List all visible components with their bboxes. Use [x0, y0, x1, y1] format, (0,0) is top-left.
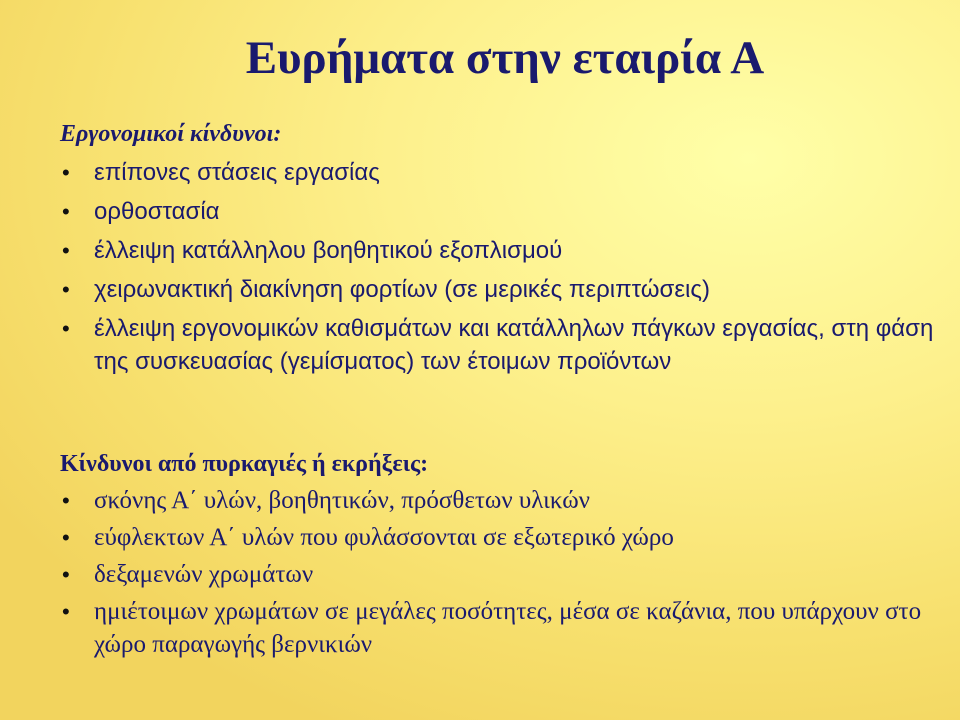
bullet-icon: •: [62, 599, 70, 624]
fire-explosion-risks-heading: Κίνδυνοι από πυρκαγιές ή εκρήξεις:: [60, 451, 429, 477]
list-item: [60, 234, 940, 267]
list-item-text: ορθοστασία: [94, 198, 220, 225]
list-item-text: δεξαμενών χρωμάτων: [94, 561, 314, 588]
slide-title: Ευρήματα στην εταιρία Α: [245, 32, 765, 84]
bullet-icon: •: [62, 238, 70, 263]
list-item-text: ημιέτοιμων χρωμάτων σε μεγάλες ποσότητες, μέσα σε καζάνια, που υπάρχουν στο χώρο παραγωγής βερνικιών: [94, 598, 922, 658]
list-item-text: επίπονες στάσεις εργασίας: [94, 159, 380, 186]
bullet-icon: •: [62, 316, 70, 341]
list-item: [60, 521, 940, 554]
ergonomic-risks-heading: Εργονομικοί κίνδυνοι:: [60, 121, 282, 147]
list-item: [60, 484, 940, 517]
list-item: [60, 195, 940, 228]
ergonomic-risks-list: [60, 156, 940, 378]
list-item-text: έλλειψη κατάλληλου βοηθητικού εξοπλισμού: [94, 237, 563, 264]
ergonomic-risks-section: [60, 118, 940, 378]
list-item: [60, 156, 940, 189]
bullet-icon: •: [62, 160, 70, 185]
bullet-icon: •: [62, 199, 70, 224]
list-item: [60, 595, 940, 661]
fire-explosion-risks-section: [60, 448, 940, 661]
list-item-text: σκόνης Α΄ υλών, βοηθητικών, πρόσθετων υλικών: [94, 487, 590, 514]
bullet-icon: •: [62, 562, 70, 587]
fire-explosion-risks-list: [60, 484, 940, 661]
list-item-text: χειρωνακτική διακίνηση φορτίων (σε μερικές περιπτώσεις): [94, 276, 710, 303]
list-item-text: εύφλεκτων Α΄ υλών που φυλάσσονται σε εξωτερικό χώρο: [94, 524, 674, 551]
list-item: [60, 312, 940, 378]
bullet-icon: •: [62, 488, 70, 513]
list-item: [60, 558, 940, 591]
list-item: [60, 273, 940, 306]
bullet-icon: •: [62, 525, 70, 550]
bullet-icon: •: [62, 277, 70, 302]
list-item-text: έλλειψη εργονομικών καθισμάτων και κατάλληλων πάγκων εργασίας, στη φάση της συσκευασίας (γεμίσματος) των έτοιμων προϊόντων: [94, 315, 934, 375]
